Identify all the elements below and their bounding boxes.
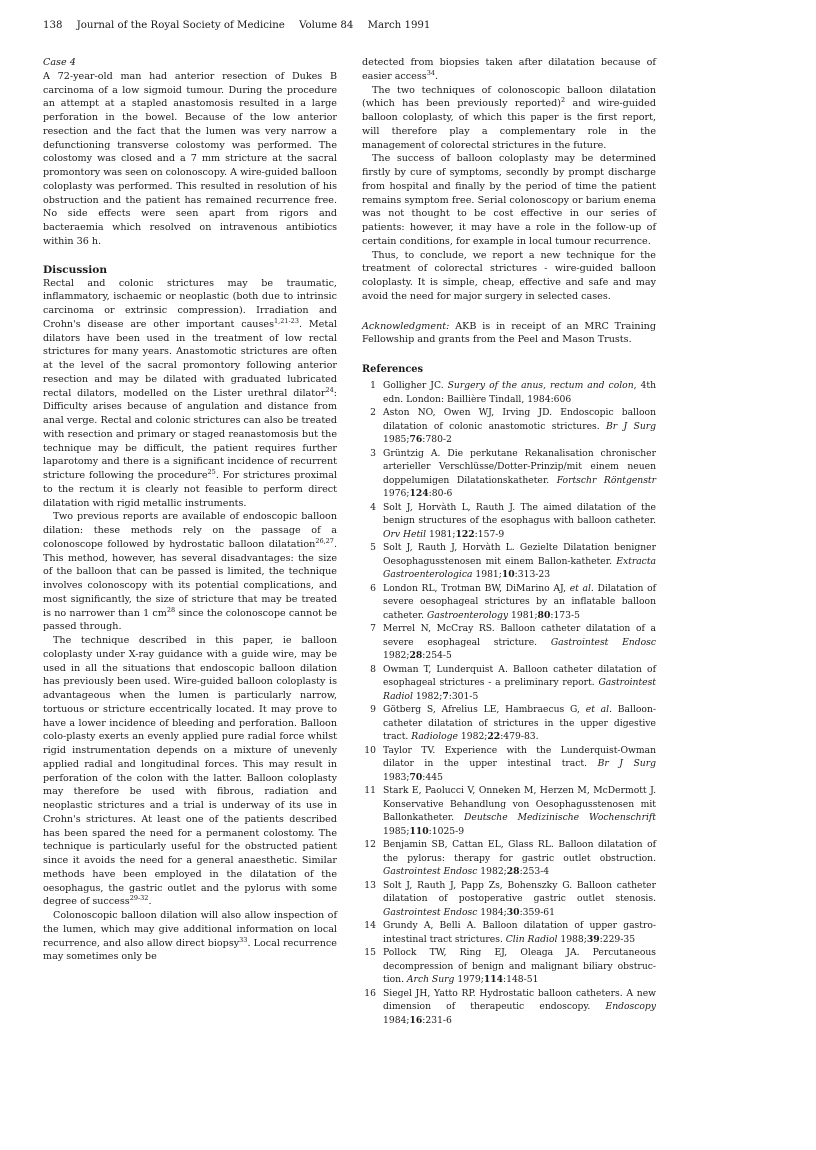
reference-number: 15 — [364, 947, 376, 958]
journal-date: March 1991 — [367, 20, 431, 31]
reference-journal: Gastrointest Endosc — [550, 636, 657, 648]
references-heading: References — [362, 364, 424, 375]
reference-journal: Surgery of the anus, rectum and colon — [447, 380, 634, 391]
reference-number: 7 — [370, 623, 376, 634]
reference-item: 5 Solt J, Rauth J, Horvàth L. Gezielte Dilatation benigner Oesophagusstenosen mit einem Ballon-katheter. Extracta Gastroenterologica 1981;10:313-23 — [362, 541, 656, 582]
reference-number: 12 — [364, 839, 376, 850]
citation: 33 — [239, 935, 248, 944]
reference-number: 8 — [370, 663, 376, 675]
reference-number: 13 — [364, 879, 376, 891]
reference-number: 1 — [370, 380, 376, 391]
case-4-text: A 72-year-old man had anterior resection of Dukes B carcinoma of a low sigmoid tumour. During the procedure an attempt at a stapled anastomosis resulted in a large perforation in the bowel. Because of the low anterior resection and the fact that the lumen was very narrow a defunctioning transverse colostomy was performed. The colostomy was closed and a 7 mm stricture at the sacral promontory was seen on colonoscopy. A wire-guided balloon coloplasty was performed. This resulted in resolution of his obstruction and the patient has remained recurrence free. No side effects were seen apart from rigors and bacteraemia which resolved on intravenous antibiotics within 36 h. — [43, 70, 337, 247]
discussion-paragraph-3: The technique described in this paper, ie balloon coloplasty under X-ray guidance with a guide wire, may be used in all the situations that endoscopic balloon dilation has previously been used. Wire-guided balloon coloplasty is advantageous when the lumen is particularly narrow, tortuous or stricture eccentrically located. It may prove to have a lower incidence of bleeding and perforation. Balloon colo-plasty exerts an evenly applied pure radial force whilst rigid instrumentation depends on a mixture of unevenly applied radial and longitudinal forces. This may result in perforation of the colon with the latter. Balloon coloplasty may therefore be used with fibrous, radiation and neoplastic strictures and a trial is underway of its use in Crohn's strictures. At least one of the patients described has been spared the need for a permanent colostomy. The technique is particularly useful for the obstructed patient since it avoids the need for a general anaesthetic. Similar methods have been employed in the dilatation of the oesophagus, the gastric outlet and the pylorus with some degree of success$^{29-32}$. — [43, 635, 337, 908]
discussion-paragraph-2: Two previous reports are available of endoscopic balloon dilation: these methods rely on the passage of a colonoscope followed by hydrostatic balloon dilatation$^{26,27}$. This method, however, has several disadvantages: the size of the balloon that can be passed is limited, the technique involves colonoscopy with its potential complications, and most significantly, the size of stricture that may be treated is no narrower than 1 $cm^{28}$ since the colonoscope cannot be passed through. — [43, 511, 337, 633]
citation: 34 — [426, 68, 435, 77]
acknowledgment: Acknowledgment: AKB is in receipt of an MRC Training Fellowship and grants from the Peel and Mason Trusts. — [362, 320, 656, 346]
reference-item: 15 Pollock TW, Ring EJ, Oleaga JA. Percutaneous decompression of benign and malignant biliary obstruc-tion. Arch Surg 1979;114:148-51 — [362, 946, 656, 987]
citation: 25 — [207, 468, 216, 476]
reference-item: 12 Benjamin SB, Cattan EL, Glass RL. Balloon dilatation of the pylorus: therapy for gastric outlet obstruction. Gastrointest Endosc 1982;28:253-4 — [362, 838, 656, 879]
reference-journal: Gastrointest Endosc — [383, 906, 478, 918]
reference-item: 16 Siegel JH, Yatto RP. Hydrostatic balloon catheters. A new dimension of therapeutic endoscopy. Endoscopy 1984;16:231-6 — [362, 987, 656, 1028]
reference-journal: Arch Surg — [406, 974, 455, 985]
discussion-heading: Discussion — [43, 263, 108, 276]
reference-journal: Br J Surg — [606, 420, 657, 432]
reference-number: 9 — [370, 704, 376, 715]
journal-volume: Volume 84 — [299, 20, 354, 31]
reference-journal: Gastrointest Endosc — [383, 866, 478, 877]
right-column — [362, 56, 656, 1027]
running-head — [43, 20, 441, 31]
discussion-paragraph-5: The two techniques of colonoscopic balloon dilatation (which has been previously reported)$^2$ and wire-guided balloon coloplasty, of which this paper is the first report, will therefore play a complementary role in the management of colorectal strictures in the future. — [362, 84, 656, 151]
reference-journal: Gastroenterology — [427, 609, 509, 621]
reference-item: 3 Grüntzig A. Die perkutane Rekanalisation chronischer arterieller Verschlüsse/Dotter-Prinzip/mit einem neuen doppelumigen Dilatationskatheter. Fortschr Röntgenstr 1976;124:80-6 — [362, 447, 656, 501]
reference-journal: Extracta Gastroenterologica — [383, 555, 656, 580]
citation: 2 — [561, 96, 566, 105]
reference-number: 4 — [370, 501, 376, 513]
discussion-paragraph-4: Colonoscopic balloon dilation will also allow inspection of the lumen, which may give additional information on local recurrence, and also allow direct biopsy$^{33}$. Local recurrence may sometimes only be — [43, 910, 337, 963]
reference-item: 6 London RL, Trotman BW, DiMarino AJ, et al. Dilatation of severe oesophageal strictures by an inflatable balloon catheter. Gastroenterology 1981;80:173-5 — [362, 582, 656, 623]
reference-number: 5 — [370, 542, 376, 553]
journal-title: Journal of the Royal Society of Medicine — [76, 20, 285, 31]
page-number: 138 — [43, 20, 63, 31]
reference-journal: Clin Radiol — [505, 933, 558, 945]
reference-journal: Br J Surg — [597, 758, 656, 769]
reference-item: 1 Golligher JC. Surgery of the anus, rectum and colon, 4th edn. London: Baillière Tindall, 1984:606 — [362, 379, 656, 406]
reference-number: 6 — [370, 582, 376, 594]
reference-journal: Endoscopy — [605, 1001, 656, 1012]
citation: 26,27 — [315, 536, 334, 545]
reference-number: 10 — [364, 744, 376, 756]
discussion-paragraph-6: The success of balloon coloplasty may be determined firstly by cure of symptoms, secondly by prompt discharge from hospital and finally by the period of time the patient remains symptom free. Serial colonoscopy or barium enema was not thought to be cost effective in our series of patients: however, it may have a role in the follow-up of certain conditions, for example in local tumour recurrence. — [362, 153, 656, 247]
left-column — [43, 56, 337, 964]
discussion-paragraph-4-continued: detected from biopsies taken after dilatation because of easier access$^{34}$. — [362, 57, 656, 82]
reference-item: 8 Owman T, Lunderquist A. Balloon catheter dilatation of esophageal strictures - a preliminary report. Gastrointest Radiol 1982;7:301-5 — [362, 663, 656, 704]
discussion-paragraph-7: Thus, to conclude, we report a new technique for the treatment of colorectal strictures - wire-guided balloon coloplasty. It is simple, cheap, effective and safe and may avoid the need for major surgery in selected cases. — [362, 249, 656, 302]
reference-journal: Fortschr Röntgenstr — [556, 474, 656, 486]
reference-item: 2 Aston NO, Owen WJ, Irving JD. Endoscopic balloon dilatation of colonic anastomotic strictures. Br J Surg 1985;76:780-2 — [362, 406, 656, 447]
citation: 28 — [166, 605, 176, 614]
reference-number: 2 — [370, 407, 376, 418]
case-4-heading: Case 4 — [43, 57, 76, 68]
citation: 24 — [325, 385, 334, 394]
reference-item: 14 Grundy A, Belli A. Balloon dilatation of upper gastro-intestinal tract strictures. Clin Radiol 1988;39:229-35 — [362, 919, 656, 946]
reference-list — [362, 379, 656, 1027]
reference-item: 11 Stark E, Paolucci V, Onneken M, Herzen M, McDermott J. Konservative Behandlung von Oesophagusstenosen mit Ballonkatheter. Deutsche Medizinische Wochenschrift 1985;110:1025-9 — [362, 784, 656, 838]
citation: 29-32 — [129, 894, 149, 903]
discussion-paragraph-1: Rectal and colonic strictures may be traumatic, inflammatory, ischaemic or neoplastic (both due to intrinsic carcinoma or extrinsic compression). Irradiation and Crohn's disease are other important causes$^{1,21-23}$. Metal dilators have been used in the treatment of low rectal strictures for many years. Anastomotic strictures are often at the level of the sacral promontory following anterior resection and may be dilated with graduated lubricated rectal dilators, modelled on the Lister urethral dilator$^{24}$: Difficulty arises because of angulation and distance from anal verge. Rectal and colonic strictures can also be treated with resection and primary or staged reanastomosis but the technique may be difficult, the patient requires further laparotomy and there is a significant incidence of recurrent stricture following the procedure$^{25}$. For strictures proximal to the rectum it is clearly not feasible to perform direct dilatation with rigid metallic instruments. — [43, 277, 337, 509]
reference-journal: Gastrointest Radiol — [383, 677, 656, 702]
reference-item: 13 Solt J, Rauth J, Papp Zs, Bohenszky G. Balloon catheter dilatation of postoperative gastric outlet stenosis. Gastrointest Endosc 1984;30:359-61 — [362, 879, 656, 920]
reference-journal: Deutsche Medizinische Wochenschrift — [464, 812, 656, 823]
acknowledgment-label: Acknowledgment: — [362, 320, 450, 332]
reference-number: 14 — [364, 920, 376, 931]
reference-item: 7 Merrel N, McCray RS. Balloon catheter dilatation of a severe esophageal stricture. Gastrointest Endosc 1982;28:254-5 — [362, 622, 656, 663]
citation: 1,21-23 — [274, 316, 299, 325]
reference-number: 11 — [364, 785, 376, 796]
reference-item: 9 Götberg S, Afrelius LE, Hambraecus G, et al. Balloon-catheter dilatation of strictures in the upper digestive tract. Radiologe 1982;22:479-83. — [362, 703, 656, 744]
reference-item: 10 Taylor TV. Experience with the Lunderquist-Owman dilator in the upper intestinal tract. Br J Surg 1983;70:445 — [362, 744, 656, 785]
reference-item: 4 Solt J, Horvàth L, Rauth J. The aimed dilatation of the benign structures of the esophagus with balloon catheter. Orv Hetil 1981;122:157-9 — [362, 501, 656, 542]
reference-journal: Radiologe — [411, 731, 458, 742]
reference-journal: Orv Hetil — [383, 528, 427, 540]
reference-number: 16 — [364, 987, 376, 999]
reference-number: 3 — [370, 447, 376, 459]
